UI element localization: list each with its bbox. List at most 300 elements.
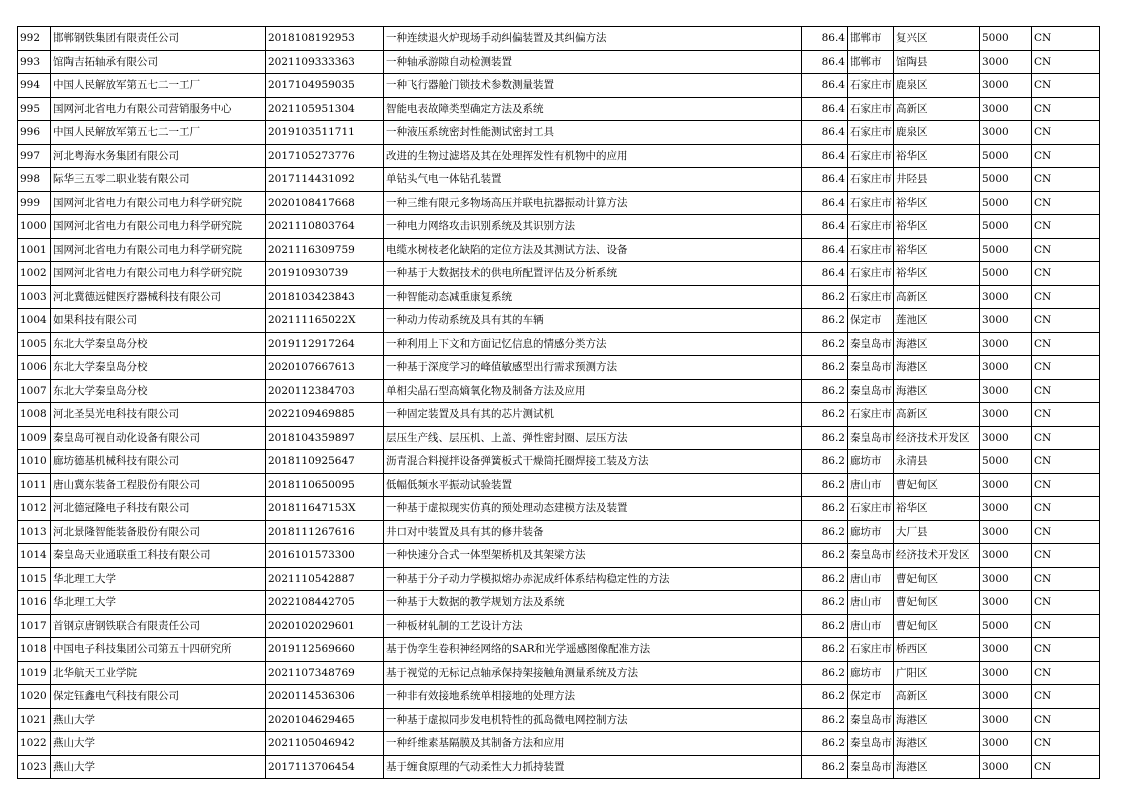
amount-cell: 3000 [980,661,1032,685]
score-cell: 86.4 [802,97,848,121]
organization-cell: 秦皇岛天业通联重工科技有限公司 [51,544,266,568]
score-cell: 86.4 [802,215,848,239]
row-number-cell: 995 [18,97,51,121]
application-number-cell: 2019103511711 [266,121,384,145]
amount-cell: 3000 [980,755,1032,779]
table-row [18,97,1100,121]
score-cell: 86.2 [802,591,848,615]
organization-cell: 河北德冠隆电子科技有限公司 [51,497,266,521]
table-row [18,332,1100,356]
row-number-cell: 1012 [18,497,51,521]
amount-cell: 3000 [980,356,1032,380]
amount-cell: 5000 [980,238,1032,262]
score-cell: 86.2 [802,755,848,779]
patent-title-cell: 一种动力传动系统及具有其的车辆 [384,309,802,333]
city-cell: 保定市 [848,685,894,709]
row-number-cell: 1020 [18,685,51,709]
amount-cell: 3000 [980,332,1032,356]
organization-cell: 东北大学秦皇岛分校 [51,356,266,380]
city-cell: 唐山市 [848,591,894,615]
row-number-cell: 1001 [18,238,51,262]
organization-cell: 中国人民解放军第五七二一工厂 [51,74,266,98]
amount-cell: 3000 [980,685,1032,709]
patent-title-cell: 一种基于大数据的教学规划方法及系统 [384,591,802,615]
country-cell: CN [1032,403,1100,427]
patent-table [17,26,1100,779]
patent-title-cell: 基于视觉的无标记点轴承保持架接触角测量系统及方法 [384,661,802,685]
table-row [18,215,1100,239]
application-number-cell: 2020104629465 [266,708,384,732]
city-cell: 廊坊市 [848,661,894,685]
score-cell: 86.2 [802,614,848,638]
organization-cell: 华北理工大学 [51,591,266,615]
city-cell: 廊坊市 [848,520,894,544]
row-number-cell: 1022 [18,732,51,756]
district-cell: 桥西区 [894,638,980,662]
patent-title-cell: 一种轴承游隙自动检测装置 [384,50,802,74]
row-number-cell: 1008 [18,403,51,427]
table-row [18,262,1100,286]
country-cell: CN [1032,473,1100,497]
table-row [18,144,1100,168]
row-number-cell: 1017 [18,614,51,638]
row-number-cell: 1007 [18,379,51,403]
district-cell: 曹妃甸区 [894,591,980,615]
amount-cell: 3000 [980,309,1032,333]
amount-cell: 3000 [980,74,1032,98]
patent-title-cell: 一种快速分合式一体型架桥机及其架梁方法 [384,544,802,568]
table-row [18,614,1100,638]
amount-cell: 3000 [980,497,1032,521]
patent-title-cell: 一种固定装置及具有其的芯片测试机 [384,403,802,427]
score-cell: 86.2 [802,285,848,309]
patent-title-cell: 一种基于深度学习的峰值敏感型出行需求预测方法 [384,356,802,380]
row-number-cell: 1000 [18,215,51,239]
patent-title-cell: 一种电力网络攻击识别系统及其识别方法 [384,215,802,239]
country-cell: CN [1032,497,1100,521]
patent-title-cell: 一种智能动态减重康复系统 [384,285,802,309]
country-cell: CN [1032,544,1100,568]
organization-cell: 北华航天工业学院 [51,661,266,685]
table-row [18,591,1100,615]
application-number-cell: 2020102029601 [266,614,384,638]
district-cell: 经济技术开发区 [894,426,980,450]
score-cell: 86.2 [802,708,848,732]
city-cell: 秦皇岛市 [848,708,894,732]
district-cell: 鹿泉区 [894,74,980,98]
amount-cell: 3000 [980,97,1032,121]
application-number-cell: 2020112384703 [266,379,384,403]
country-cell: CN [1032,215,1100,239]
table-row [18,755,1100,779]
district-cell: 裕华区 [894,215,980,239]
district-cell: 高新区 [894,97,980,121]
score-cell: 86.2 [802,332,848,356]
patent-title-cell: 单相尖晶石型高熵氧化物及制备方法及应用 [384,379,802,403]
patent-title-cell: 基于缠食原理的气动柔性大力抓持装置 [384,755,802,779]
country-cell: CN [1032,121,1100,145]
table-row [18,567,1100,591]
application-number-cell: 2017104959035 [266,74,384,98]
amount-cell: 5000 [980,144,1032,168]
table-row [18,426,1100,450]
city-cell: 秦皇岛市 [848,544,894,568]
application-number-cell: 2018111267616 [266,520,384,544]
score-cell: 86.4 [802,238,848,262]
city-cell: 秦皇岛市 [848,356,894,380]
patent-title-cell: 一种非有效接地系统单相接地的处理方法 [384,685,802,709]
district-cell: 裕华区 [894,191,980,215]
score-cell: 86.4 [802,50,848,74]
application-number-cell: 2021105951304 [266,97,384,121]
organization-cell: 秦皇岛可视自动化设备有限公司 [51,426,266,450]
row-number-cell: 1019 [18,661,51,685]
application-number-cell: 2020108417668 [266,191,384,215]
application-number-cell: 2021107348769 [266,661,384,685]
row-number-cell: 998 [18,168,51,192]
city-cell: 石家庄市 [848,638,894,662]
table-row [18,497,1100,521]
organization-cell: 国网河北省电力有限公司电力科学研究院 [51,238,266,262]
row-number-cell: 1015 [18,567,51,591]
district-cell: 复兴区 [894,27,980,51]
country-cell: CN [1032,27,1100,51]
organization-cell: 河北圣昊光电科技有限公司 [51,403,266,427]
organization-cell: 际华三五零二职业装有限公司 [51,168,266,192]
district-cell: 井陉县 [894,168,980,192]
amount-cell: 3000 [980,544,1032,568]
district-cell: 大厂县 [894,520,980,544]
row-number-cell: 994 [18,74,51,98]
district-cell: 鹿泉区 [894,121,980,145]
patent-title-cell: 一种利用上下文和方面记忆信息的情感分类方法 [384,332,802,356]
organization-cell: 中国人民解放军第五七二一工厂 [51,121,266,145]
amount-cell: 5000 [980,27,1032,51]
district-cell: 裕华区 [894,497,980,521]
patent-title-cell: 一种纤维素基隔膜及其制备方法和应用 [384,732,802,756]
district-cell: 海港区 [894,755,980,779]
application-number-cell: 2022108442705 [266,591,384,615]
district-cell: 经济技术开发区 [894,544,980,568]
country-cell: CN [1032,638,1100,662]
score-cell: 86.2 [802,544,848,568]
district-cell: 海港区 [894,708,980,732]
application-number-cell: 2019112917264 [266,332,384,356]
country-cell: CN [1032,426,1100,450]
city-cell: 秦皇岛市 [848,732,894,756]
row-number-cell: 1023 [18,755,51,779]
row-number-cell: 1018 [18,638,51,662]
application-number-cell: 2022109469885 [266,403,384,427]
organization-cell: 东北大学秦皇岛分校 [51,332,266,356]
row-number-cell: 1003 [18,285,51,309]
amount-cell: 3000 [980,732,1032,756]
organization-cell: 华北理工大学 [51,567,266,591]
score-cell: 86.2 [802,685,848,709]
row-number-cell: 1021 [18,708,51,732]
score-cell: 86.2 [802,356,848,380]
district-cell: 高新区 [894,285,980,309]
city-cell: 秦皇岛市 [848,426,894,450]
city-cell: 石家庄市 [848,262,894,286]
country-cell: CN [1032,332,1100,356]
table-row [18,74,1100,98]
city-cell: 唐山市 [848,614,894,638]
application-number-cell: 201910930739 [266,262,384,286]
table-row [18,544,1100,568]
table-row [18,309,1100,333]
table-row [18,473,1100,497]
country-cell: CN [1032,661,1100,685]
district-cell: 海港区 [894,732,980,756]
country-cell: CN [1032,755,1100,779]
score-cell: 86.2 [802,426,848,450]
patent-title-cell: 一种飞行器舱门锁技术参数测量装置 [384,74,802,98]
district-cell: 莲池区 [894,309,980,333]
row-number-cell: 1010 [18,450,51,474]
patent-table-body [18,27,1100,779]
country-cell: CN [1032,379,1100,403]
application-number-cell: 2017105273776 [266,144,384,168]
score-cell: 86.2 [802,309,848,333]
score-cell: 86.4 [802,191,848,215]
score-cell: 86.4 [802,121,848,145]
amount-cell: 3000 [980,285,1032,309]
row-number-cell: 1011 [18,473,51,497]
city-cell: 石家庄市 [848,97,894,121]
organization-cell: 国网河北省电力有限公司电力科学研究院 [51,191,266,215]
table-row [18,168,1100,192]
country-cell: CN [1032,567,1100,591]
application-number-cell: 2021110542887 [266,567,384,591]
country-cell: CN [1032,238,1100,262]
application-number-cell: 2021109333363 [266,50,384,74]
table-row [18,638,1100,662]
amount-cell: 3000 [980,638,1032,662]
patent-title-cell: 一种基于大数据技术的供电所配置评估及分析系统 [384,262,802,286]
score-cell: 86.4 [802,144,848,168]
patent-title-cell: 智能电表故障类型确定方法及系统 [384,97,802,121]
application-number-cell: 2020107667613 [266,356,384,380]
district-cell: 馆陶县 [894,50,980,74]
district-cell: 曹妃甸区 [894,473,980,497]
application-number-cell: 2017113706454 [266,755,384,779]
district-cell: 裕华区 [894,238,980,262]
score-cell: 86.2 [802,520,848,544]
district-cell: 曹妃甸区 [894,567,980,591]
application-number-cell: 2018110925647 [266,450,384,474]
row-number-cell: 992 [18,27,51,51]
patent-title-cell: 一种基于分子动力学模拟熔办赤泥成纤体系结构稳定性的方法 [384,567,802,591]
country-cell: CN [1032,685,1100,709]
amount-cell: 3000 [980,50,1032,74]
organization-cell: 如果科技有限公司 [51,309,266,333]
organization-cell: 东北大学秦皇岛分校 [51,379,266,403]
application-number-cell: 2017114431092 [266,168,384,192]
city-cell: 石家庄市 [848,144,894,168]
country-cell: CN [1032,168,1100,192]
table-row [18,121,1100,145]
application-number-cell: 2018108192953 [266,27,384,51]
country-cell: CN [1032,97,1100,121]
organization-cell: 河北景隆智能装备股份有限公司 [51,520,266,544]
amount-cell: 5000 [980,168,1032,192]
organization-cell: 燕山大学 [51,732,266,756]
application-number-cell: 2016101573300 [266,544,384,568]
amount-cell: 5000 [980,191,1032,215]
amount-cell: 5000 [980,262,1032,286]
amount-cell: 3000 [980,708,1032,732]
table-row [18,50,1100,74]
organization-cell: 中国电子科技集团公司第五十四研究所 [51,638,266,662]
row-number-cell: 1013 [18,520,51,544]
city-cell: 石家庄市 [848,74,894,98]
patent-title-cell: 改进的生物过滤塔及其在处理挥发性有机物中的应用 [384,144,802,168]
city-cell: 秦皇岛市 [848,755,894,779]
city-cell: 石家庄市 [848,121,894,145]
amount-cell: 3000 [980,121,1032,145]
city-cell: 石家庄市 [848,238,894,262]
country-cell: CN [1032,309,1100,333]
table-row [18,238,1100,262]
row-number-cell: 1006 [18,356,51,380]
application-number-cell: 202111165022X [266,309,384,333]
district-cell: 海港区 [894,356,980,380]
application-number-cell: 2021105046942 [266,732,384,756]
application-number-cell: 2018103423843 [266,285,384,309]
city-cell: 石家庄市 [848,497,894,521]
organization-cell: 河北冀德远健医疗器械科技有限公司 [51,285,266,309]
patent-title-cell: 单钻头气电一体钻孔装置 [384,168,802,192]
district-cell: 裕华区 [894,262,980,286]
table-row [18,520,1100,544]
application-number-cell: 201811647153X [266,497,384,521]
organization-cell: 馆陶吉拓轴承有限公司 [51,50,266,74]
table-row [18,708,1100,732]
row-number-cell: 1009 [18,426,51,450]
organization-cell: 国网河北省电力有限公司电力科学研究院 [51,215,266,239]
table-row [18,403,1100,427]
score-cell: 86.2 [802,497,848,521]
application-number-cell: 2018104359897 [266,426,384,450]
city-cell: 秦皇岛市 [848,379,894,403]
organization-cell: 燕山大学 [51,708,266,732]
row-number-cell: 997 [18,144,51,168]
row-number-cell: 1014 [18,544,51,568]
district-cell: 广阳区 [894,661,980,685]
city-cell: 保定市 [848,309,894,333]
amount-cell: 3000 [980,426,1032,450]
table-row [18,379,1100,403]
district-cell: 曹妃甸区 [894,614,980,638]
country-cell: CN [1032,708,1100,732]
score-cell: 86.2 [802,403,848,427]
city-cell: 石家庄市 [848,215,894,239]
score-cell: 86.4 [802,262,848,286]
application-number-cell: 2018110650095 [266,473,384,497]
score-cell: 86.4 [802,168,848,192]
amount-cell: 3000 [980,403,1032,427]
city-cell: 唐山市 [848,473,894,497]
organization-cell: 唐山冀东装备工程股份有限公司 [51,473,266,497]
district-cell: 高新区 [894,403,980,427]
organization-cell: 国网河北省电力有限公司营销服务中心 [51,97,266,121]
amount-cell: 5000 [980,215,1032,239]
table-row [18,732,1100,756]
city-cell: 唐山市 [848,567,894,591]
amount-cell: 5000 [980,614,1032,638]
city-cell: 秦皇岛市 [848,332,894,356]
patent-title-cell: 一种板材轧制的工艺设计方法 [384,614,802,638]
row-number-cell: 1005 [18,332,51,356]
patent-title-cell: 井口对中装置及具有其的修井装备 [384,520,802,544]
application-number-cell: 2019112569660 [266,638,384,662]
table-row [18,285,1100,309]
amount-cell: 3000 [980,567,1032,591]
country-cell: CN [1032,450,1100,474]
city-cell: 邯郸市 [848,50,894,74]
table-row [18,191,1100,215]
row-number-cell: 999 [18,191,51,215]
row-number-cell: 996 [18,121,51,145]
country-cell: CN [1032,356,1100,380]
organization-cell: 国网河北省电力有限公司电力科学研究院 [51,262,266,286]
district-cell: 高新区 [894,685,980,709]
district-cell: 永清县 [894,450,980,474]
patent-title-cell: 一种基于虚拟同步发电机特性的孤岛微电网控制方法 [384,708,802,732]
score-cell: 86.2 [802,473,848,497]
country-cell: CN [1032,614,1100,638]
row-number-cell: 1002 [18,262,51,286]
city-cell: 邯郸市 [848,27,894,51]
amount-cell: 3000 [980,379,1032,403]
city-cell: 石家庄市 [848,191,894,215]
country-cell: CN [1032,144,1100,168]
row-number-cell: 993 [18,50,51,74]
patent-title-cell: 低幅低频水平振动试验装置 [384,473,802,497]
organization-cell: 保定钰鑫电气科技有限公司 [51,685,266,709]
patent-title-cell: 一种基于虚拟现实仿真的预处理动态建模方法及装置 [384,497,802,521]
patent-title-cell: 一种连续退火炉现场手动纠偏装置及其纠偏方法 [384,27,802,51]
score-cell: 86.2 [802,450,848,474]
organization-cell: 首钢京唐钢铁联合有限责任公司 [51,614,266,638]
patent-title-cell: 一种三维有限元多物场高压并联电抗器振动计算方法 [384,191,802,215]
score-cell: 86.4 [802,74,848,98]
country-cell: CN [1032,191,1100,215]
application-number-cell: 2020114536306 [266,685,384,709]
patent-title-cell: 电缆水树枝老化缺陷的定位方法及其测试方法、设备 [384,238,802,262]
organization-cell: 邯郸钢铁集团有限责任公司 [51,27,266,51]
country-cell: CN [1032,74,1100,98]
district-cell: 裕华区 [894,144,980,168]
score-cell: 86.2 [802,638,848,662]
application-number-cell: 2021110803764 [266,215,384,239]
country-cell: CN [1032,285,1100,309]
district-cell: 海港区 [894,332,980,356]
table-row [18,27,1100,51]
organization-cell: 河北粤海水务集团有限公司 [51,144,266,168]
table-row [18,685,1100,709]
score-cell: 86.2 [802,661,848,685]
country-cell: CN [1032,732,1100,756]
score-cell: 86.2 [802,567,848,591]
country-cell: CN [1032,262,1100,286]
table-row [18,356,1100,380]
patent-title-cell: 基于伪孪生卷积神经网络的SAR和光学遥感图像配准方法 [384,638,802,662]
score-cell: 86.2 [802,732,848,756]
amount-cell: 5000 [980,450,1032,474]
amount-cell: 3000 [980,473,1032,497]
